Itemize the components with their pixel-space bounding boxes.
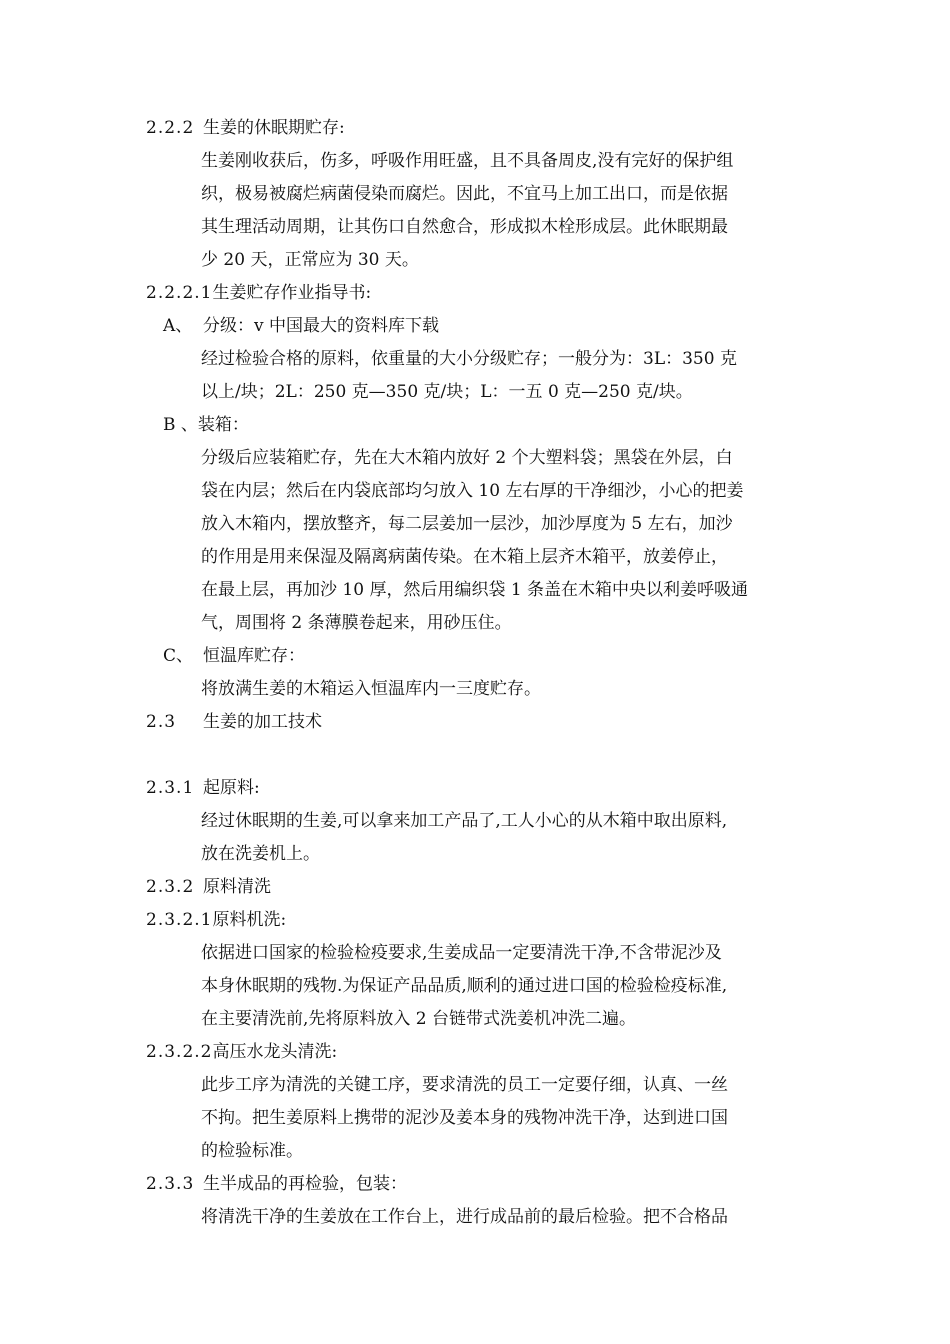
list-item-a <box>163 315 439 337</box>
section-title: 原料清洗 <box>203 877 271 897</box>
heading-2-3-3 <box>146 1173 407 1195</box>
paragraph-line: 放入木箱内，摆放整齐，每二层姜加一层沙，加沙厚度为 5 左右，加沙 <box>201 514 733 534</box>
section-number: 2.2.2 <box>146 118 195 138</box>
list-label: B 、 <box>163 415 198 435</box>
section-title: 高压水龙头清洗: <box>212 1042 338 1062</box>
heading-2-2-2-1 <box>146 282 371 304</box>
section-title: 起原料: <box>203 778 260 798</box>
paragraph-line: 袋在内层；然后在内袋底部均匀放入 10 左右厚的干净细沙，小心的把姜 <box>201 481 744 501</box>
section-title: 生半成品的再检验，包装： <box>203 1174 407 1194</box>
section-title: 原料机洗: <box>212 910 287 930</box>
paragraph-line: 本身休眠期的残物.为保证产品品质,顺利的通过进口国的检验检疫标准, <box>201 976 728 996</box>
section-number: 2.3.1 <box>146 778 195 798</box>
list-title: 分级：v 中国最大的资料库下载 <box>203 316 440 336</box>
list-item-b <box>163 414 249 436</box>
heading-2-3 <box>146 711 322 733</box>
section-number: 2.3.2.2 <box>146 1042 213 1062</box>
paragraph-line: 经过休眠期的生姜,可以拿来加工产品了,工人小心的从木箱中取出原料, <box>201 811 728 831</box>
paragraph-line: 在最上层，再加沙 10 厚，然后用编织袋 1 条盖在木箱中央以利姜呼吸通 <box>201 580 749 600</box>
section-number: 2.3.2.1 <box>146 910 213 930</box>
paragraph-line: 以上/块；2L：250 克—350 克/块；L：一五 0 克—250 克/块。 <box>201 382 693 402</box>
paragraph-line: 在主要清洗前,先将原料放入 2 台链带式洗姜机冲洗二遍。 <box>201 1009 637 1029</box>
section-number: 2.3.2 <box>146 877 195 897</box>
paragraph-line: 依据进口国家的检验检疫要求,生姜成品一定要清洗干净,不含带泥沙及 <box>201 943 722 963</box>
heading-2-3-2-1 <box>146 909 286 931</box>
heading-2-3-2 <box>146 876 271 898</box>
list-title: 恒温库贮存： <box>203 646 305 666</box>
paragraph-line: 其生理活动周期，让其伤口自然愈合，形成拟木栓形成层。此休眠期最 <box>201 217 728 237</box>
paragraph-line: 气，周围将 2 条薄膜卷起来，用砂压住。 <box>201 613 512 633</box>
list-label: C、 <box>163 646 194 666</box>
section-number: 2.3 <box>146 712 177 732</box>
section-title: 生姜贮存作业指导书: <box>212 283 372 303</box>
paragraph-line: 不拘。把生姜原料上携带的泥沙及姜本身的残物冲洗干净，达到进口国 <box>201 1108 728 1128</box>
paragraph-line: 织，极易被腐烂病菌侵染而腐烂。因此，不宜马上加工出口，而是依据 <box>201 184 728 204</box>
section-number: 2.2.2.1 <box>146 283 213 303</box>
paragraph-line: 的检验标准。 <box>201 1141 303 1161</box>
heading-2-3-2-2 <box>146 1041 337 1063</box>
paragraph-line: 将清洗干净的生姜放在工作台上，进行成品前的最后检验。把不合格品 <box>201 1207 728 1227</box>
paragraph-line: 经过检验合格的原料，依重量的大小分级贮存；一般分为：3L：350 克 <box>201 349 737 369</box>
list-item-c <box>163 645 305 667</box>
paragraph-line: 分级后应装箱贮存，先在大木箱内放好 2 个大塑料袋；黑袋在外层，白 <box>201 448 733 468</box>
list-title: 装箱： <box>197 415 249 435</box>
paragraph-line: 放在洗姜机上。 <box>201 844 320 864</box>
section-title: 生姜的休眠期贮存: <box>203 118 345 138</box>
section-number: 2.3.3 <box>146 1174 195 1194</box>
paragraph-line: 生姜刚收获后，伤多，呼吸作用旺盛，且不具备周皮,没有完好的保护组 <box>201 151 734 171</box>
list-label: A、 <box>163 316 193 336</box>
heading-2-2-2 <box>146 117 345 139</box>
paragraph-line: 将放满生姜的木箱运入恒温库内一三度贮存。 <box>201 679 541 699</box>
paragraph-line: 少 20 天，正常应为 30 天。 <box>201 250 419 270</box>
section-title: 生姜的加工技术 <box>203 712 322 732</box>
heading-2-3-1 <box>146 777 260 799</box>
paragraph-line: 的作用是用来保湿及隔离病菌传染。在木箱上层齐木箱平，放姜停止， <box>201 547 728 567</box>
paragraph-line: 此步工序为清洗的关键工序，要求清洗的员工一定要仔细，认真、一丝 <box>201 1075 728 1095</box>
